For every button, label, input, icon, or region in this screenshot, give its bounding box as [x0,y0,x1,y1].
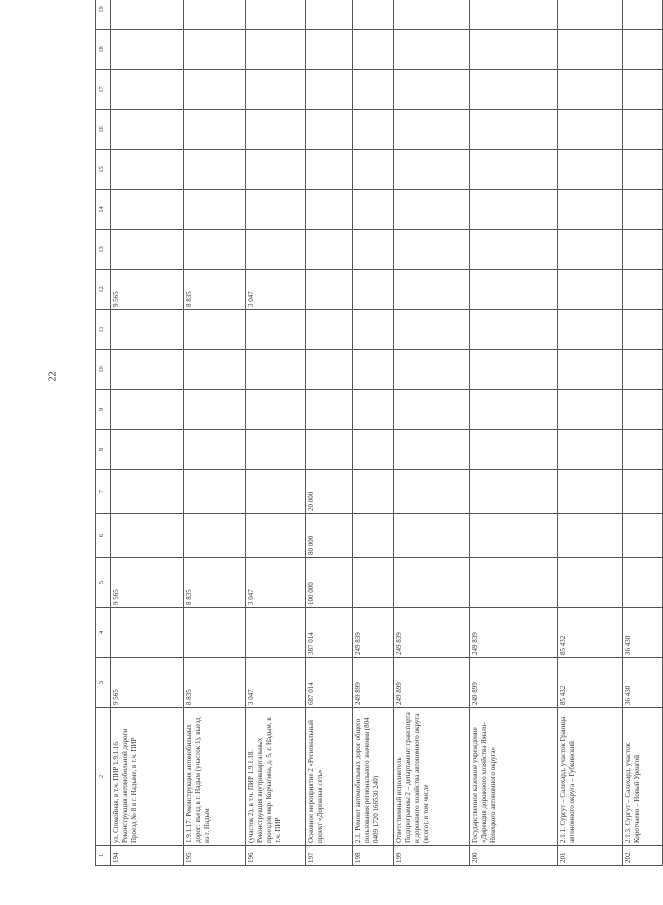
row-value-col3: 8 835 [184,658,246,708]
row-value-col12 [470,270,558,310]
header-cell: 10 [96,350,111,390]
row-number: 197 [306,846,353,866]
header-cell: 2 [96,708,111,846]
row-value-col4 [246,608,306,658]
row-name: ул. Спокойная, в т.ч. ПИР 1.9.1.16. Реконструкция автомобильной дороги Проезд № 8 в г. Надыме, в т.ч. ПИР [111,708,184,846]
row-value-col3: 36 430 [623,658,663,708]
header-cell: 7 [96,470,111,514]
table-row [111,0,184,866]
row-value-col7 [394,470,470,514]
row-value-col6 [353,514,394,558]
header-cell: 5 [96,558,111,608]
row-number: 201 [558,846,623,866]
row-value-col6: 80 000 [306,514,353,558]
row-value-col4: 249 839 [394,608,470,658]
row-value-col6 [470,514,558,558]
row-value-col3: 9 565 [111,658,184,708]
row-value-col4 [184,608,246,658]
row-value-col7 [184,470,246,514]
header-cell: 3 [96,658,111,708]
row-value-col3: 249 899 [470,658,558,708]
row-value-col5 [394,558,470,608]
row-name: 1.9.1.17. Реконструкция автомобильных дорог: въезд в г. Надым (участок 1), выезд из г. Надым [184,708,246,846]
header-cell: 6 [96,514,111,558]
row-value-col12: 3 047 [246,270,306,310]
row-number: 195 [184,846,246,866]
row-number: 198 [353,846,394,866]
row-value-col3: 687 014 [306,658,353,708]
header-row [96,0,111,866]
row-value-col7 [558,470,623,514]
table-row [394,0,470,866]
row-value-col5 [558,558,623,608]
row-value-col4: 249 839 [353,608,394,658]
row-value-col5 [470,558,558,608]
row-value-col6 [623,514,663,558]
table-row [558,0,623,866]
row-name: Ответственный исполнитель Подпрограммы 2 – департамент транспорта и дорожного хозяйства автономного округа (всего), в том числе [394,708,470,846]
row-value-col7 [246,470,306,514]
table-row [184,0,246,866]
row-name: Основное мероприятие 2 «Региональный проект «Дорожная сеть» [306,708,353,846]
table-row [470,0,558,866]
row-value-col12 [394,270,470,310]
row-number: 196 [246,846,306,866]
row-value-col6 [246,514,306,558]
row-value-col3: 85 432 [558,658,623,708]
header-cell: 4 [96,608,111,658]
row-value-col7 [111,470,184,514]
row-value-col12: 9 565 [111,270,184,310]
header-cell: 8 [96,430,111,470]
row-number: 199 [394,846,470,866]
row-value-col3: 249 899 [394,658,470,708]
row-value-col4 [111,608,184,658]
row-value-col6 [111,514,184,558]
row-name: 2.1. Ремонт автомобильных дорог общего пользования регионального значения (804 0409 1720 166530 240) [353,708,394,846]
row-value-col3: 249 899 [353,658,394,708]
row-value-col12 [353,270,394,310]
row-number: 200 [470,846,558,866]
row-value-col4: 249 839 [470,608,558,658]
budget-table [95,0,663,866]
table-row [246,0,306,866]
row-value-col7 [353,470,394,514]
header-cell: 13 [96,230,111,270]
row-value-col7 [623,470,663,514]
header-cell: 14 [96,190,111,230]
header-cell: 12 [96,270,111,310]
row-value-col12: 8 835 [184,270,246,310]
header-cell: 16 [96,110,111,150]
row-number: 194 [111,846,184,866]
table-row [353,0,394,866]
header-cell: 1 [96,846,111,866]
row-value-col5: 3 047 [246,558,306,608]
row-value-col5: 8 835 [184,558,246,608]
row-name: (участок 2), в т.ч. ПИР 1.9.1.18. Реконструкция внутриквартальных проездов мкр. Корчагина, д. 5, г. Надым, в т.ч. ПИР [246,708,306,846]
row-value-col5: 100 000 [306,558,353,608]
row-value-col7 [470,470,558,514]
row-name: 2.1.1. Сургут – Салехард, участок Граница автономного округа – Губкинский [558,708,623,846]
row-value-col5: 9 565 [111,558,184,608]
header-cell: 17 [96,70,111,110]
row-name: Государственное казенное учреждение «Дирекция дорожного хозяйства Ямало-Ненецкого автономного округа» [470,708,558,846]
header-cell: 9 [96,390,111,430]
table-row [306,0,353,866]
header-cell: 18 [96,30,111,70]
header-cell: 15 [96,150,111,190]
row-number: 202 [623,846,663,866]
row-value-col7: 20 000 [306,470,353,514]
table-row [623,0,663,866]
row-name: 2.1.3. Сургут – Салехард, участок Коротчаево – Новый Уренгой [623,708,663,846]
row-value-col4: 387 014 [306,608,353,658]
header-cell: 11 [96,310,111,350]
row-value-col6 [394,514,470,558]
row-value-col4: 85 432 [558,608,623,658]
row-value-col6 [184,514,246,558]
header-cell: 19 [96,0,111,30]
rotated-table-container [95,6,641,866]
row-value-col5 [623,558,663,608]
row-value-col6 [558,514,623,558]
row-value-col12 [623,270,663,310]
row-value-col4: 36 430 [623,608,663,658]
row-value-col5 [353,558,394,608]
row-value-col3: 3 047 [246,658,306,708]
row-value-col12 [558,270,623,310]
page-number: 22 [47,371,59,382]
row-value-col12 [306,270,353,310]
